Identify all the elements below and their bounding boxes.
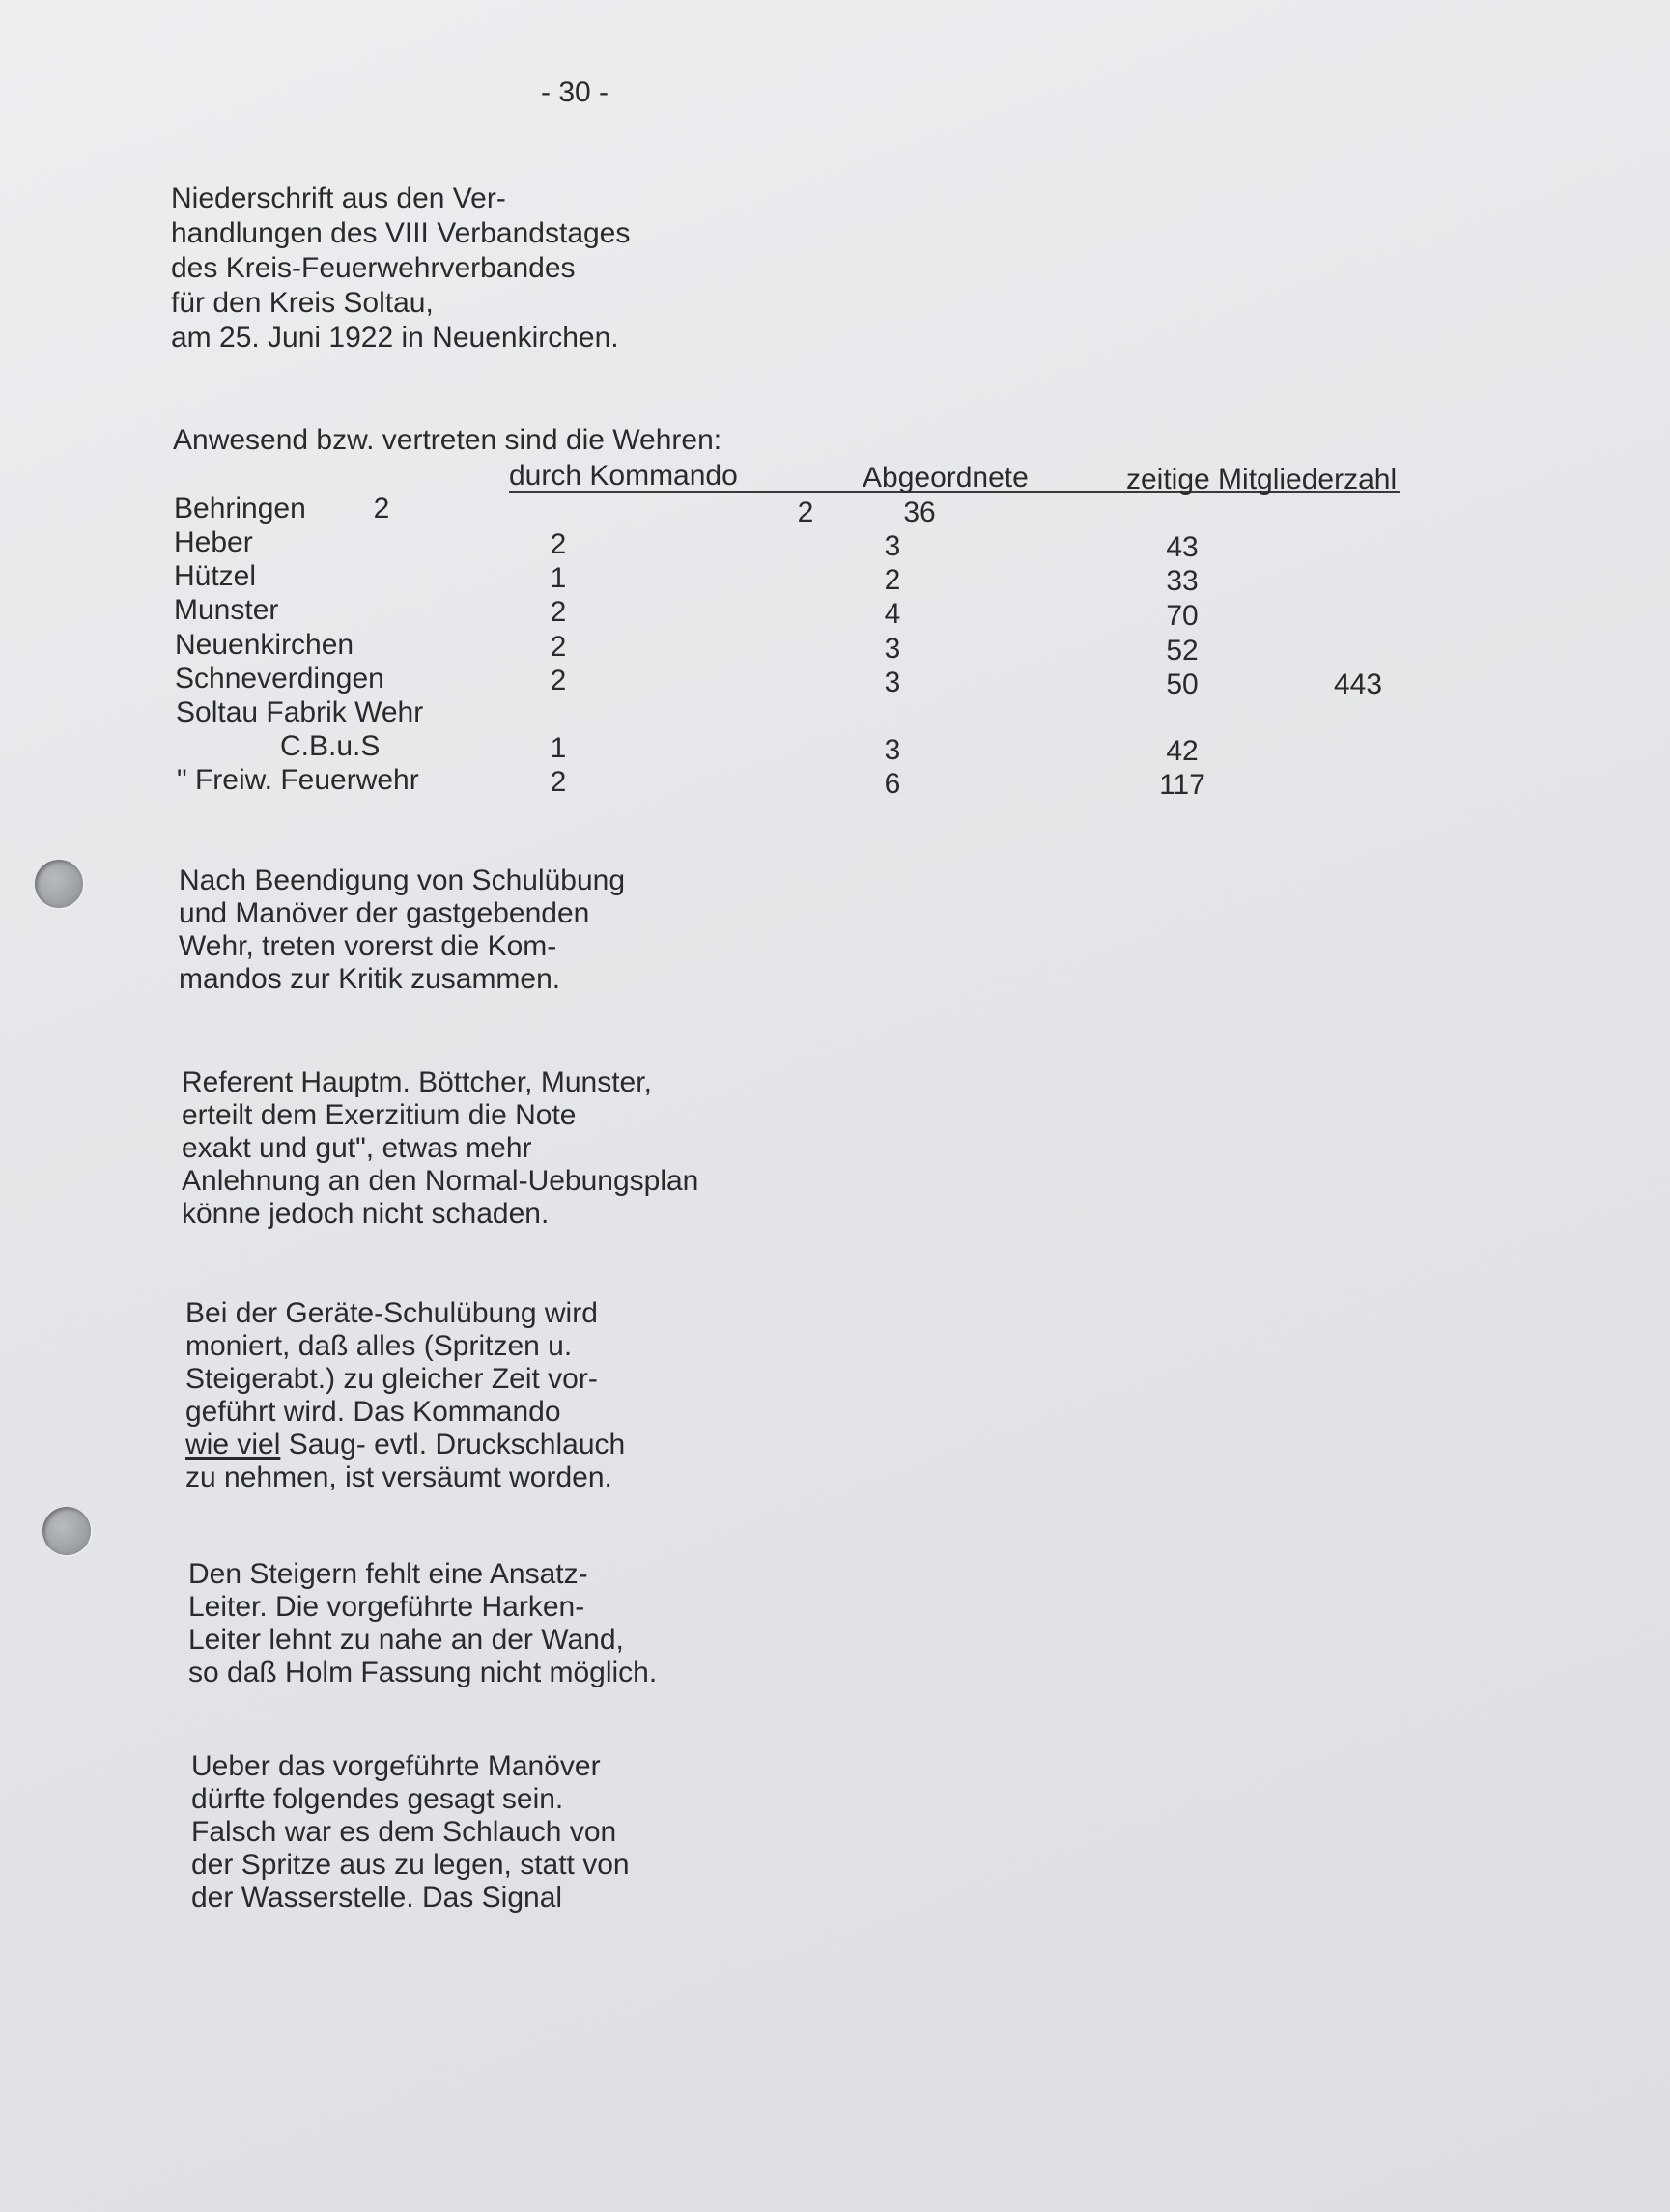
- paragraph-3: [185, 1297, 625, 1494]
- paragraph-line: Steigerabt.) zu gleicher Zeit vor-: [185, 1363, 598, 1395]
- table-cell: 2: [797, 496, 814, 528]
- paragraph-line: Wehr, treten vorerst die Kom-: [179, 930, 557, 962]
- column-header-abgeordnete: Abgeordnete: [863, 462, 1029, 494]
- table-cell: 117: [1159, 769, 1205, 801]
- table-row-name: Munster: [174, 594, 279, 626]
- table-cell: 36: [903, 496, 936, 528]
- table-cell: 2: [884, 564, 901, 596]
- punch-hole-lower: [42, 1507, 91, 1555]
- table-cell: 2: [550, 665, 567, 696]
- paragraph-2: [182, 1066, 698, 1231]
- table-cell: 2: [373, 493, 390, 525]
- table-cell: 4: [884, 598, 901, 630]
- paragraph-line: Bei der Geräte-Schulübung wird: [185, 1297, 598, 1329]
- table-row-name: Soltau Fabrik Wehr: [176, 696, 424, 728]
- paragraph-line: Leiter. Die vorgeführte Harken-: [188, 1591, 585, 1623]
- paragraph-line: könne jedoch nicht schaden.: [182, 1198, 550, 1230]
- paragraph-line: geführt wird. Das Kommando: [185, 1396, 561, 1428]
- paragraph-line: dürfte folgendes gesagt sein.: [191, 1783, 564, 1815]
- table-cell: 43: [1166, 531, 1199, 563]
- underlined-phrase: wie viel: [185, 1429, 281, 1460]
- table-cell: 3: [884, 666, 901, 698]
- paragraph-line: exakt und gut", etwas mehr: [182, 1132, 532, 1164]
- paragraph-line: erteilt dem Exerzitium die Note: [182, 1099, 577, 1131]
- table-cell: 3: [884, 530, 901, 562]
- paragraph-line: Leiter lehnt zu nahe an der Wand,: [188, 1624, 624, 1656]
- table-row-name: Neuenkirchen: [175, 629, 354, 661]
- heading-line: für den Kreis Soltau,: [171, 287, 434, 319]
- heading-line: des Kreis-Feuerwehrverbandes: [171, 252, 576, 284]
- paragraph-line: der Wasserstelle. Das Signal: [191, 1882, 563, 1914]
- paragraph-5: [191, 1750, 630, 1914]
- paragraph-line: Anlehnung an den Normal-Uebungsplan: [182, 1165, 699, 1197]
- table-cell: 2: [550, 596, 567, 628]
- table-row-name: Hützel: [174, 560, 257, 592]
- table-total: 443: [1333, 668, 1383, 700]
- column-header-mitgliederzahl: zeitige Mitgliederzahl: [1126, 464, 1398, 496]
- heading-line: Niederschrift aus den Ver-: [171, 183, 506, 214]
- line-continuation: Saug- evtl. Druckschlauch: [280, 1429, 626, 1460]
- table-row-name: " Freiw. Feuerwehr: [177, 764, 419, 796]
- table-row-name: C.B.u.S: [280, 730, 381, 762]
- paragraph-4: [188, 1558, 657, 1689]
- paragraph-line: und Manöver der gastgebenden: [179, 897, 590, 929]
- paragraph-line: so daß Holm Fassung nicht möglich.: [188, 1657, 658, 1688]
- punch-hole-upper: [35, 860, 83, 908]
- table-cell: 42: [1166, 735, 1199, 767]
- heading-line: am 25. Juni 1922 in Neuenkirchen.: [171, 322, 619, 354]
- paragraph-line: moniert, daß alles (Spritzen u.: [185, 1330, 573, 1362]
- table-row-name: Schneverdingen: [175, 663, 384, 695]
- table-cell: 1: [550, 562, 567, 594]
- paragraph-line: der Spritze aus zu legen, statt von: [191, 1849, 630, 1881]
- paragraph-line: Referent Hauptm. Böttcher, Munster,: [182, 1066, 652, 1098]
- table-cell: 52: [1166, 635, 1199, 666]
- document-heading: [171, 182, 630, 355]
- table-cell: 3: [884, 633, 901, 665]
- page-number: - 30 -: [541, 76, 609, 108]
- paragraph-1: [179, 865, 625, 996]
- table-row-name: Heber: [174, 526, 253, 558]
- paragraph-line: Falsch war es dem Schlauch von: [191, 1816, 617, 1848]
- table-cell: 70: [1166, 600, 1199, 632]
- table-cell: 2: [550, 766, 567, 798]
- table-cell: 1: [550, 732, 567, 764]
- table-cell: 3: [884, 734, 901, 766]
- table-cell: 2: [550, 528, 567, 560]
- table-intro: Anwesend bzw. vertreten sind die Wehren:: [173, 424, 722, 456]
- heading-line: handlungen des VIII Verbandstages: [171, 217, 631, 249]
- paragraph-line: [185, 1429, 625, 1461]
- paragraph-line: zu nehmen, ist versäumt worden.: [185, 1461, 612, 1493]
- table-cell: 33: [1166, 565, 1199, 597]
- table-cell: 2: [550, 631, 567, 663]
- paragraph-line: Den Steigern fehlt eine Ansatz-: [188, 1558, 588, 1590]
- table-cell: 50: [1166, 668, 1199, 700]
- paragraph-line: mandos zur Kritik zusammen.: [179, 963, 561, 995]
- table-cell: 6: [884, 768, 901, 800]
- paragraph-line: Nach Beendigung von Schulübung: [179, 865, 626, 896]
- table-row-name: Behringen: [174, 493, 306, 525]
- column-header-kommando: durch Kommando: [509, 460, 738, 492]
- paragraph-line: Ueber das vorgeführte Manöver: [191, 1750, 601, 1782]
